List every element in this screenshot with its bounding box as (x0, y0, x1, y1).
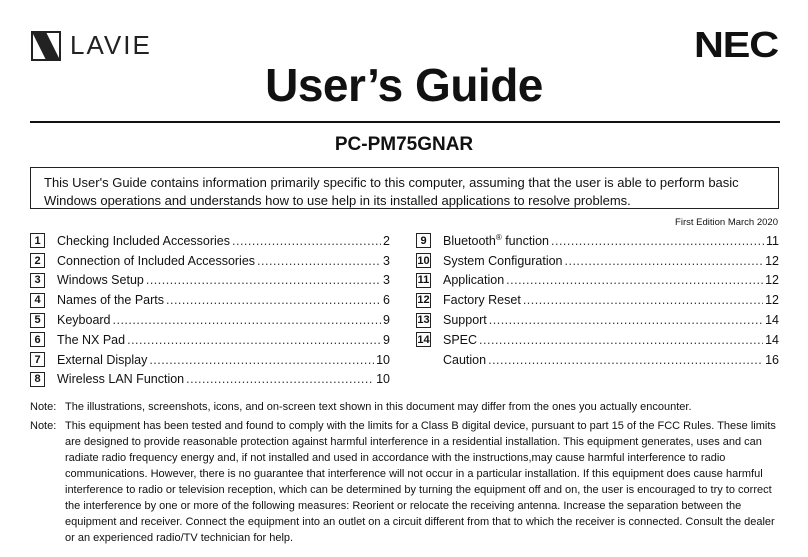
section-number-badge: 10 (417, 254, 430, 267)
toc-label-text: External Display (57, 352, 148, 367)
toc-page-number: 3 (383, 273, 390, 288)
toc-entry[interactable] (30, 290, 390, 310)
dot-leader (149, 353, 374, 367)
section-number-badge: 8 (30, 372, 45, 387)
toc-entry[interactable] (416, 310, 779, 330)
section-number-badge: 2 (30, 253, 45, 268)
section-number-badge: 12 (417, 294, 430, 307)
toc-label-text: Bluetooth (443, 234, 496, 249)
toc-entry[interactable] (416, 231, 779, 251)
toc-entry[interactable] (416, 350, 779, 370)
toc-label-text: SPEC (443, 332, 478, 347)
section-number-badge: 6 (30, 332, 45, 347)
toc-entry-label (57, 234, 230, 248)
note-text: The illustrations, screenshots, icons, and on-screen text shown in this document may differ from the ones you actually encounter. (65, 401, 692, 413)
toc-page-number: 12 (765, 273, 779, 288)
toc-entry[interactable] (30, 271, 390, 291)
dot-leader (523, 293, 763, 307)
toc-entry[interactable] (416, 330, 779, 350)
toc-page-number: 12 (765, 253, 779, 268)
toc-left-column (30, 231, 390, 389)
dot-leader (186, 372, 374, 386)
toc-entry-label (57, 353, 147, 367)
toc-label-text: Support (443, 313, 487, 328)
note-1 (30, 399, 782, 415)
toc-label-text: Wireless LAN Function (57, 372, 185, 387)
lavie-logo-text: LAVIE (70, 30, 152, 60)
registered-mark: ® (495, 233, 502, 243)
toc-entry-label (443, 313, 487, 327)
note-key: Note: (30, 420, 57, 432)
toc-page-number: 16 (765, 352, 779, 367)
toc-entry[interactable] (416, 271, 779, 291)
section-number-badge: 13 (417, 314, 430, 327)
toc-page-number: 14 (765, 313, 779, 328)
section-number-badge: 4 (30, 293, 45, 308)
toc-page-number: 2 (383, 233, 390, 248)
toc-entry-label (443, 353, 486, 367)
dot-leader (551, 234, 764, 248)
toc-entry-label (443, 254, 563, 268)
toc-page-number: 9 (383, 332, 390, 347)
model-number: PC-PM75GNAR (334, 134, 474, 155)
toc-label-text: System Configuration (443, 253, 563, 268)
toc-page-number: 12 (765, 293, 779, 308)
toc-entry-label (443, 273, 504, 287)
toc-label-text: Connection of Included Accessories (57, 253, 256, 268)
toc-entry-label (57, 293, 164, 307)
section-number-badge: 14 (417, 333, 430, 346)
section-number-badge: 11 (417, 274, 430, 287)
toc-label-text: Caution (443, 352, 487, 367)
toc-entry[interactable] (30, 231, 390, 251)
notes-section (30, 399, 782, 549)
toc-page-number: 9 (383, 313, 390, 328)
toc-entry-label (443, 233, 549, 248)
toc-entry-label (57, 313, 111, 327)
dot-leader (232, 234, 381, 248)
toc-entry-label (57, 273, 144, 287)
section-number-badge: 3 (30, 273, 45, 288)
note-2 (30, 418, 782, 546)
title-rule (30, 121, 780, 123)
toc-entry-label (443, 293, 521, 307)
toc-right-column (416, 231, 779, 370)
toc-label-text: Windows Setup (57, 273, 144, 288)
toc-entry-label (57, 254, 255, 268)
toc-page-number: 6 (383, 293, 390, 308)
dot-leader (506, 273, 763, 287)
dot-leader (488, 353, 763, 367)
toc-entry[interactable] (416, 251, 779, 271)
toc-page-number: 3 (383, 253, 390, 268)
toc-entry[interactable] (416, 290, 779, 310)
section-number-badge: 5 (30, 313, 45, 328)
note-text: This equipment has been tested and found to comply with the limits for a Class B digital device, pursuant to part 15 of the FCC Rules. These limits are designed to provide reasonable protection against harmful interference in a residential installation. This equipment generates, uses and can radiate radio frequency energy and, if not installed and used in accordance with the instructions,may cause harmful interference to radio communications. However, there is no guarantee that interference will not occur in a particular installation. If this equipment does cause harmful interference to radio or television reception, which can be determined by turning the equipment off and on, the user is encouraged to try to correct the interference by one or more of the following measures: Reorient or relocate the receiving antenna. Increase the separation between the equipment and receiver. Connect the equipment into an outlet on a circuit different from that to which the receiver is connected. Consult the dealer or an experienced radio/TV technician for help. (65, 420, 776, 544)
dot-leader (166, 293, 381, 307)
note-key: Note: (30, 401, 57, 413)
intro-box (30, 167, 779, 209)
lavie-logo (31, 30, 152, 61)
intro-text: This User's Guide contains information primarily specific to this computer, assuming that the user is able to perform basic Windows operations and understands how to use help in its installed applications to resolve problems. (44, 175, 739, 208)
toc-label-text: Factory Reset (443, 293, 521, 308)
toc-label-text: Names of the Parts (57, 293, 164, 308)
toc-label-suffix: function (501, 234, 549, 249)
toc-page-number: 14 (765, 332, 779, 347)
page-title: User’s Guide (265, 59, 543, 111)
dot-leader (146, 273, 381, 287)
toc-page-number: 11 (766, 233, 779, 248)
section-number-badge: 1 (30, 233, 45, 248)
section-number-badge: 9 (416, 233, 431, 248)
section-number-badge: 7 (30, 352, 45, 367)
dot-leader (565, 254, 764, 268)
dot-leader (113, 313, 382, 327)
toc-entry-label (443, 333, 477, 347)
dot-leader (257, 254, 381, 268)
dot-leader (489, 313, 763, 327)
dot-leader (127, 333, 381, 347)
toc-page-number: 10 (376, 372, 390, 387)
toc-entry[interactable] (30, 350, 390, 370)
toc-label-text: Application (443, 273, 505, 288)
toc-label-text: Keyboard (57, 313, 111, 328)
section-number-badge (416, 352, 431, 367)
lavie-logo-icon (31, 31, 61, 61)
toc-entry-label (57, 333, 125, 347)
edition-label: First Edition March 2020 (675, 217, 778, 228)
toc-label-text: The NX Pad (57, 332, 126, 347)
toc-entry[interactable] (30, 251, 390, 271)
toc-entry[interactable] (30, 330, 390, 350)
nec-logo: NEC (694, 24, 778, 65)
toc-entry[interactable] (30, 310, 390, 330)
toc-entry[interactable] (30, 370, 390, 390)
toc-page-number: 10 (376, 352, 390, 367)
toc-label-text: Checking Included Accessories (57, 233, 231, 248)
dot-leader (479, 333, 763, 347)
toc-entry-label (57, 372, 184, 386)
